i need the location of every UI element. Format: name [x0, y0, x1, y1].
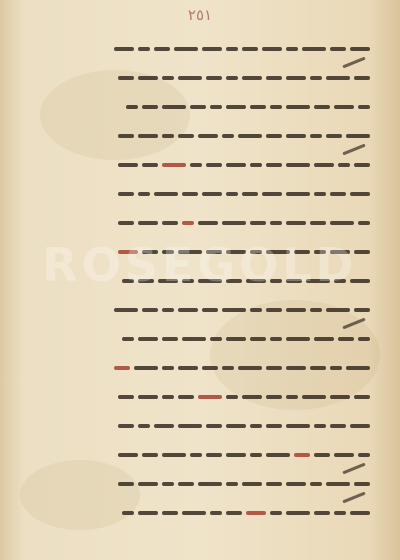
script-word — [178, 308, 198, 312]
script-word — [350, 192, 370, 196]
script-word — [346, 134, 370, 138]
script-word — [262, 192, 282, 196]
script-word — [358, 453, 370, 457]
script-word — [138, 192, 150, 196]
script-word — [250, 105, 266, 109]
script-word — [226, 395, 238, 399]
script-word — [198, 482, 222, 486]
script-word — [118, 395, 134, 399]
script-word — [286, 134, 306, 138]
script-word — [238, 366, 262, 370]
script-word — [270, 105, 282, 109]
script-word — [266, 395, 282, 399]
script-word — [330, 221, 354, 225]
script-word — [310, 134, 322, 138]
script-word — [226, 105, 246, 109]
script-word — [162, 221, 178, 225]
manuscript-line — [18, 67, 372, 89]
script-word — [126, 105, 138, 109]
script-word — [198, 221, 218, 225]
rubric-word — [246, 511, 266, 515]
script-word — [226, 192, 238, 196]
script-word — [142, 308, 158, 312]
script-word — [202, 192, 222, 196]
script-word — [250, 424, 262, 428]
script-word — [314, 453, 330, 457]
script-word — [250, 163, 262, 167]
script-word — [138, 511, 158, 515]
script-word — [226, 482, 238, 486]
script-word — [206, 424, 222, 428]
script-word — [334, 453, 354, 457]
script-word — [326, 134, 342, 138]
script-word — [154, 424, 174, 428]
script-word — [206, 163, 222, 167]
script-word — [210, 511, 222, 515]
script-word — [162, 337, 178, 341]
script-word — [118, 134, 134, 138]
script-word — [222, 134, 234, 138]
script-word — [162, 105, 186, 109]
script-word — [266, 76, 282, 80]
script-word — [310, 482, 322, 486]
manuscript-line — [18, 415, 372, 437]
script-word — [286, 47, 298, 51]
script-word — [206, 76, 222, 80]
script-word — [286, 163, 310, 167]
script-word — [286, 395, 298, 399]
script-word — [142, 453, 158, 457]
script-word — [198, 134, 218, 138]
script-word — [118, 76, 134, 80]
script-word — [330, 395, 350, 399]
script-word — [134, 366, 158, 370]
script-word — [302, 47, 326, 51]
script-word — [182, 337, 206, 341]
script-word — [326, 308, 350, 312]
script-word — [114, 47, 134, 51]
script-word — [330, 424, 346, 428]
script-word — [222, 366, 234, 370]
script-word — [162, 76, 174, 80]
script-word — [286, 337, 310, 341]
script-word — [286, 424, 310, 428]
script-word — [358, 221, 370, 225]
script-word — [226, 163, 246, 167]
script-word — [286, 482, 306, 486]
script-word — [286, 76, 306, 80]
script-word — [286, 192, 310, 196]
script-word — [182, 511, 206, 515]
script-word — [202, 47, 222, 51]
script-word — [358, 337, 370, 341]
script-word — [138, 395, 158, 399]
script-word — [266, 308, 282, 312]
manuscript-line — [18, 38, 372, 60]
script-word — [222, 221, 246, 225]
script-word — [162, 511, 178, 515]
script-word — [338, 337, 354, 341]
script-word — [226, 453, 246, 457]
script-word — [122, 511, 134, 515]
script-word — [226, 424, 246, 428]
script-word — [358, 105, 370, 109]
rubric-word — [182, 221, 194, 225]
script-word — [142, 163, 158, 167]
script-word — [122, 337, 134, 341]
manuscript-line — [18, 299, 372, 321]
rubric-word — [294, 453, 310, 457]
script-word — [262, 47, 282, 51]
script-word — [190, 163, 202, 167]
script-word — [310, 366, 326, 370]
rubric-word — [162, 163, 186, 167]
script-word — [202, 308, 218, 312]
script-word — [314, 192, 326, 196]
script-word — [270, 221, 282, 225]
script-word — [326, 76, 350, 80]
script-word — [266, 424, 282, 428]
script-word — [154, 192, 178, 196]
script-word — [206, 453, 222, 457]
script-word — [138, 76, 158, 80]
script-word — [154, 47, 170, 51]
script-word — [314, 163, 334, 167]
script-word — [330, 192, 346, 196]
script-word — [190, 453, 202, 457]
script-word — [138, 47, 150, 51]
script-word — [118, 221, 134, 225]
script-word — [226, 511, 242, 515]
script-word — [178, 395, 194, 399]
manuscript-line — [18, 212, 372, 234]
script-word — [210, 105, 222, 109]
watermark: ROSEGOLD — [42, 238, 358, 292]
manuscript-line — [18, 502, 372, 524]
script-word — [314, 105, 330, 109]
script-word — [242, 47, 258, 51]
script-word — [334, 105, 354, 109]
script-word — [310, 76, 322, 80]
script-word — [286, 221, 306, 225]
script-word — [354, 163, 370, 167]
script-word — [286, 105, 310, 109]
script-word — [118, 482, 134, 486]
folio-number: ٢٥١ — [187, 6, 213, 24]
manuscript-line — [18, 328, 372, 350]
script-word — [354, 76, 370, 80]
script-word — [314, 511, 330, 515]
script-word — [338, 163, 350, 167]
script-word — [138, 134, 158, 138]
script-word — [178, 76, 202, 80]
script-word — [118, 192, 134, 196]
script-word — [242, 76, 262, 80]
script-word — [138, 221, 158, 225]
script-word — [242, 192, 258, 196]
script-word — [178, 134, 194, 138]
script-word — [354, 395, 370, 399]
script-word — [314, 424, 326, 428]
rubric-word — [198, 395, 222, 399]
script-word — [266, 163, 282, 167]
script-word — [270, 337, 282, 341]
manuscript-line — [18, 154, 372, 176]
script-word — [138, 482, 158, 486]
script-word — [226, 76, 238, 80]
script-word — [162, 366, 174, 370]
script-word — [310, 221, 326, 225]
manuscript-line — [18, 357, 372, 379]
script-word — [346, 366, 370, 370]
script-word — [270, 511, 282, 515]
script-word — [118, 163, 138, 167]
script-word — [190, 105, 206, 109]
script-word — [286, 511, 310, 515]
script-word — [350, 47, 370, 51]
script-word — [350, 424, 370, 428]
script-word — [142, 105, 158, 109]
script-word — [250, 453, 262, 457]
manuscript-line — [18, 183, 372, 205]
script-word — [334, 511, 346, 515]
script-word — [174, 47, 198, 51]
script-word — [226, 337, 246, 341]
script-word — [178, 424, 202, 428]
script-word — [202, 366, 218, 370]
script-word — [354, 482, 370, 486]
script-word — [114, 308, 138, 312]
script-word — [326, 482, 350, 486]
script-word — [182, 192, 198, 196]
script-word — [286, 308, 306, 312]
rubric-word — [114, 366, 130, 370]
script-word — [238, 134, 262, 138]
script-word — [286, 366, 306, 370]
script-word — [162, 134, 174, 138]
script-word — [222, 308, 246, 312]
script-word — [314, 337, 334, 341]
script-word — [138, 424, 150, 428]
script-word — [250, 308, 262, 312]
script-word — [178, 482, 194, 486]
script-word — [266, 482, 282, 486]
script-word — [330, 366, 342, 370]
script-word — [266, 366, 282, 370]
manuscript-line — [18, 444, 372, 466]
manuscript-line — [18, 125, 372, 147]
script-word — [250, 337, 266, 341]
script-word — [242, 482, 262, 486]
script-word — [310, 308, 322, 312]
manuscript-line — [18, 473, 372, 495]
script-word — [178, 366, 198, 370]
script-word — [162, 453, 186, 457]
script-word — [266, 134, 282, 138]
script-word — [250, 221, 266, 225]
script-word — [210, 337, 222, 341]
script-word — [226, 47, 238, 51]
script-word — [118, 453, 138, 457]
script-word — [302, 395, 326, 399]
script-word — [266, 453, 290, 457]
script-word — [330, 47, 346, 51]
script-word — [162, 395, 174, 399]
script-word — [162, 308, 174, 312]
script-word — [350, 511, 370, 515]
script-word — [354, 308, 370, 312]
script-word — [162, 482, 174, 486]
script-word — [242, 395, 262, 399]
manuscript-line — [18, 386, 372, 408]
script-word — [138, 337, 158, 341]
script-word — [118, 424, 134, 428]
manuscript-line — [18, 96, 372, 118]
